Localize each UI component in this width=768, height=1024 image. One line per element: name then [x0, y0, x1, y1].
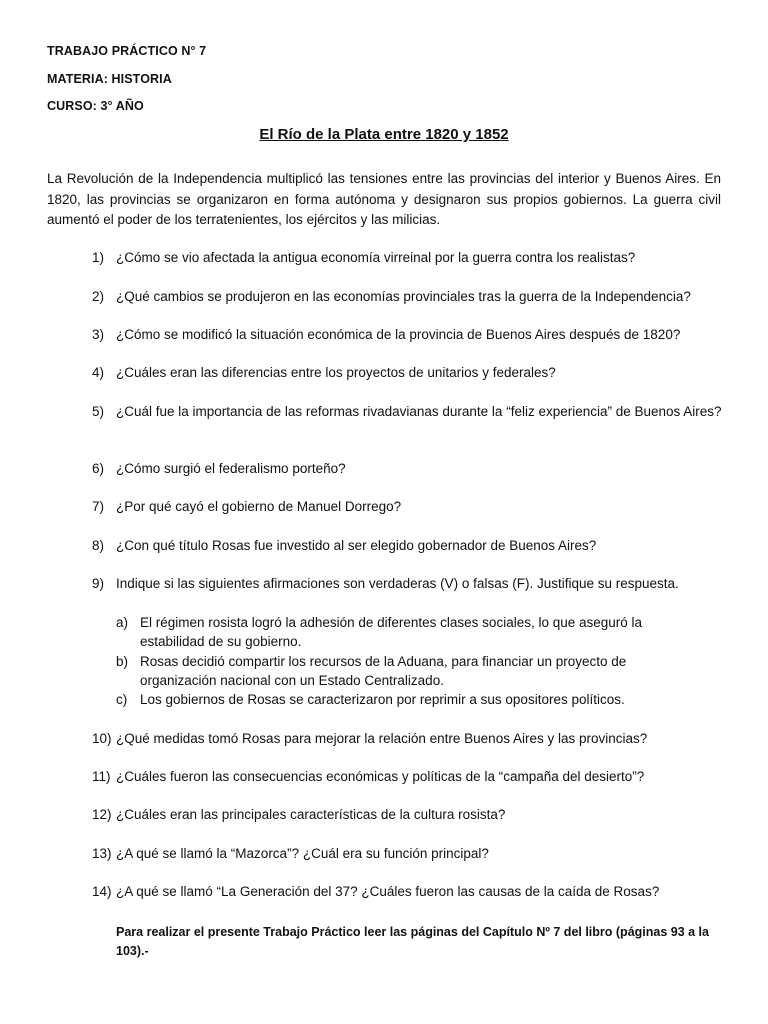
- question-number: 14): [92, 884, 112, 899]
- question-11: [92, 767, 722, 787]
- question-number: 2): [92, 289, 105, 304]
- assignment-number: TRABAJO PRÁCTICO N° 7: [47, 44, 207, 58]
- question-1: [92, 248, 722, 268]
- question-text: ¿Qué medidas tomó Rosas para mejorar la relación entre Buenos Aires y las provincias?: [116, 731, 648, 746]
- statement-letter: a): [116, 615, 129, 630]
- question-text: ¿Cuáles eran las diferencias entre los proyectos de unitarios y federales?: [116, 365, 556, 380]
- statement-text: El régimen rosista logró la adhesión de diferentes clases sociales, lo que aseguró la estabilidad de su gobierno.: [140, 615, 643, 649]
- question-text: ¿A qué se llamó “La Generación del 37? ¿Cuáles fueron las causas de la caída de Rosas?: [116, 884, 660, 899]
- statement-text: Los gobiernos de Rosas se caracterizaron por reprimir a sus opositores políticos.: [140, 692, 625, 707]
- question-number: 12): [92, 807, 112, 822]
- question-4: [92, 363, 722, 383]
- document-title: El Río de la Plata entre 1820 y 1852: [259, 126, 509, 143]
- question-text: ¿Cómo surgió el federalismo porteño?: [116, 461, 346, 476]
- question-12: [92, 805, 722, 825]
- question-2: [92, 287, 722, 307]
- question-text: ¿Qué cambios se produjeron en las economías provinciales tras la guerra de la Independencia?: [116, 289, 691, 304]
- question-6: [92, 459, 722, 479]
- question-number: 10): [92, 731, 112, 746]
- reading-instructions: Para realizar el presente Trabajo Práctico leer las páginas del Capítulo Nº 7 del libro (páginas 93 a la 103).-: [116, 925, 709, 958]
- question-text: Indique si las siguientes afirmaciones son verdaderas (V) o falsas (F). Justifique su respuesta.: [116, 576, 679, 591]
- statement-c: [116, 690, 676, 709]
- question-text: ¿Cómo se vio afectada la antigua economía virreinal por la guerra contra los realistas?: [116, 250, 636, 265]
- question-text: ¿Cuál fue la importancia de las reformas rivadavianas durante la “feliz experiencia” de Buenos Aires?: [116, 404, 722, 419]
- statement-letter: c): [116, 692, 128, 707]
- question-text: ¿A qué se llamó la “Mazorca”? ¿Cuál era su función principal?: [116, 846, 489, 861]
- question-13: [92, 844, 722, 864]
- question-text: ¿Cómo se modificó la situación económica de la provincia de Buenos Aires después de 1820?: [116, 327, 681, 342]
- question-number: 13): [92, 846, 112, 861]
- question-8: [92, 536, 722, 556]
- question-10: [92, 729, 722, 749]
- question-number: 6): [92, 461, 105, 476]
- question-3: [92, 325, 722, 345]
- question-text: ¿Con qué título Rosas fue investido al ser elegido gobernador de Buenos Aires?: [116, 538, 597, 553]
- statement-b: [116, 652, 676, 690]
- question-number: 7): [92, 499, 105, 514]
- question-number: 11): [92, 769, 111, 784]
- statement-a: [116, 613, 676, 651]
- intro-paragraph: La Revolución de la Independencia multiplicó las tensiones entre las provincias del interior y Buenos Aires. En 1820, las provincias se organizaron en forma autónoma y designaron sus propios gobiernos. La guerra civil aumentó el poder de los terratenientes, los ejércitos y las milicias.: [47, 171, 721, 227]
- statement-letter: b): [116, 654, 129, 669]
- subject-line: MATERIA: HISTORIA: [47, 72, 172, 86]
- question-14: [92, 882, 722, 902]
- question-9: [92, 574, 722, 594]
- question-text: ¿Cuáles eran las principales características de la cultura rosista?: [116, 807, 506, 822]
- course-line: CURSO: 3° AÑO: [47, 99, 144, 113]
- question-text: ¿Por qué cayó el gobierno de Manuel Dorrego?: [116, 499, 402, 514]
- question-5: [92, 402, 722, 422]
- statement-text: Rosas decidió compartir los recursos de la Aduana, para financiar un proyecto de organización nacional con un Estado Centralizado.: [140, 654, 627, 688]
- question-7: [92, 497, 722, 517]
- question-number: 9): [92, 576, 105, 591]
- question-number: 3): [92, 327, 105, 342]
- question-text: ¿Cuáles fueron las consecuencias económicas y políticas de la “campaña del desierto”?: [116, 769, 645, 784]
- question-number: 8): [92, 538, 105, 553]
- question-number: 5): [92, 404, 105, 419]
- question-number: 4): [92, 365, 105, 380]
- question-number: 1): [92, 250, 105, 265]
